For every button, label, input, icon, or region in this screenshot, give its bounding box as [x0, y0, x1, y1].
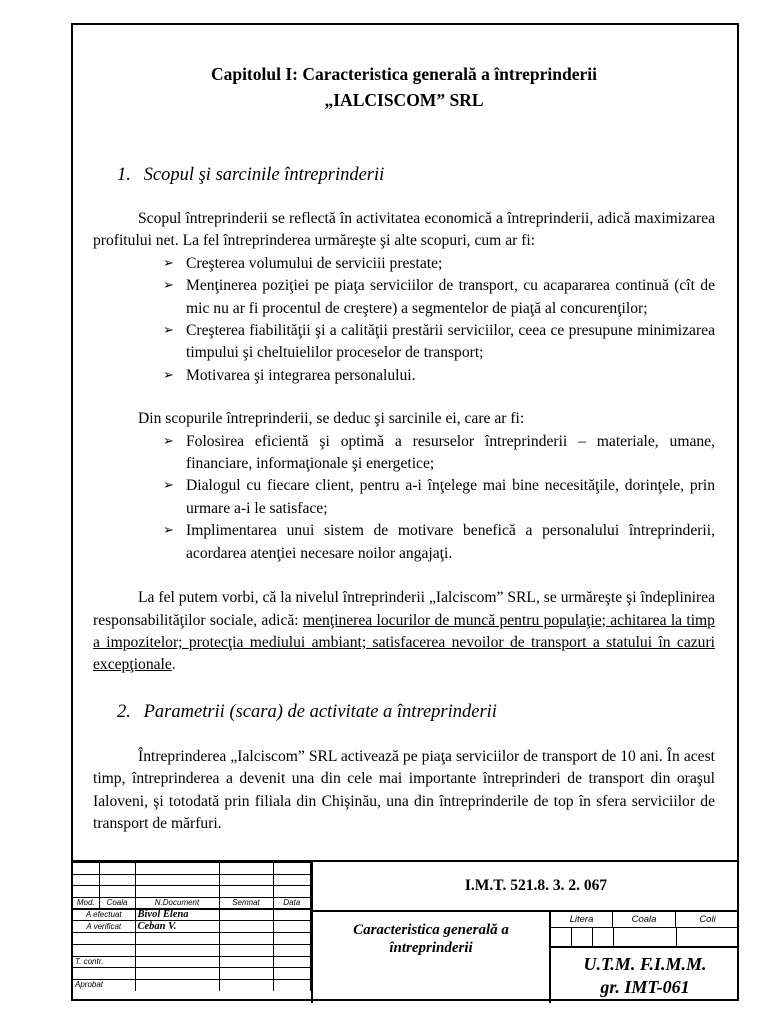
social-responsibilities-underlined: menţinerea locurilor de muncă pentru populaţie; achitarea la timp a impozitelor; protecţia mediului ambiant; satisfacerea nevoilor de transport a statului în cazuri excepţionale [93, 611, 715, 674]
arrow-bullet-icon: ➢ [163, 478, 174, 494]
organization-line1: U.T.M. F.I.M.M. [583, 954, 707, 974]
row-verificat-label: A verificat [73, 921, 135, 933]
list-item: ➢ Implimentarea unui sistem de motivare benefică a personalului întreprinderii, acordarea atenţiei necesare noilor angajaţi. [163, 522, 715, 562]
tasks-intro: Din scopurile întreprinderii, se deduc şi sarcinile ei, care ar fi: [138, 410, 525, 428]
section1-heading-text: Scopul şi sarcinile întreprinderii [143, 165, 385, 185]
section1-number: 1. [117, 165, 131, 185]
title-block [73, 860, 737, 1001]
section1-intro: Scopul întreprinderii se reflectă în activitatea economică a întreprinderii, adică maximizarea profitului net. La fel întreprinderea urmăreşte şi alte scopuri, cum ar fi: [93, 210, 715, 250]
list-item: ➢ Motivarea şi integrarea personalului. [163, 365, 715, 387]
row-efectuat-name: Bivol Elena [135, 909, 219, 921]
litera-label: Litera [551, 912, 613, 928]
list-item: ➢ Menţinerea poziţiei pe piaţa serviciilor de transport, cu acapararea continuă (cît de mic nu ar fi procentul de creştere) a segmentelor de piaţă al concurenţilor; [163, 277, 715, 317]
list-item: ➢ Creşterea volumului de serviciii prestate; [163, 253, 715, 275]
arrow-bullet-icon: ➢ [163, 255, 174, 271]
document-code: I.M.T. 521.8. 3. 2. 067 [313, 862, 739, 912]
document-title: Caracteristica generală a întreprinderii [313, 912, 551, 1003]
section2-paragraph: Întreprinderea „Ialciscom” SRL activează pe piaţa serviciilor de transport de 10 ani. În acest timp, întreprinderea a devenit una din cele mai importante întreprinderi de transport din oraşul Ialoveni, şi totodată prin filiala din Chişinău, una din întreprinderile de top în sfera serviciilor de transport de mărfuri. [93, 747, 715, 832]
section2-number: 2. [117, 701, 131, 722]
list-item: ➢ Creşterea fiabilităţii şi a calităţii prestării serviciilor, ceea ce presupune minimizarea timpului şi cheltuielilor proceselor de transport; [163, 322, 715, 362]
organization-line2: gr. IMT-061 [600, 977, 690, 997]
header-semnat: Semnat [219, 898, 273, 910]
revision-table [73, 862, 311, 1003]
litera-box [551, 912, 739, 948]
row-verificat-name: Ceban V. [135, 921, 219, 933]
arrow-bullet-icon: ➢ [163, 523, 174, 539]
row-tcontr-label: T. contr. [73, 956, 135, 968]
section2-heading [117, 700, 715, 724]
header-coala: Coala [99, 898, 135, 910]
title-block-right [311, 862, 737, 1003]
organization-block [551, 948, 739, 1003]
header-data: Data [273, 898, 311, 910]
chapter-title-line1: Capitolul I: Caracteristica generală a întreprinderii [210, 64, 598, 84]
list-item: ➢ Dialogul cu fiecare client, pentru a-i înţelege mai bine necesităţile, dorinţele, prin urmare a-i le satisface; [163, 477, 715, 517]
tasks-list [163, 431, 715, 565]
arrow-bullet-icon: ➢ [163, 367, 174, 383]
page-frame [71, 23, 739, 1001]
header-ndocument: N.Document [135, 898, 219, 910]
coala-label: Coala [613, 912, 676, 928]
row-aprobat-label: Aprobat [73, 979, 135, 991]
arrow-bullet-icon: ➢ [163, 433, 174, 449]
document-body [93, 61, 715, 835]
coli-label: Coli [676, 912, 739, 928]
row-efectuat-label: A efectuat [73, 909, 135, 921]
arrow-bullet-icon: ➢ [163, 278, 174, 294]
goals-list [163, 253, 715, 387]
header-mod: Mod. [73, 898, 99, 910]
section2-heading-text: Parametrii (scara) de activitate a întreprinderii [143, 701, 497, 722]
social-responsibilities-paragraph: La fel putem vorbi, că la nivelul întreprinderii „Ialciscom” SRL, se urmăreşte şi îndeplinirea responsabilităţilor sociale, adică: menţinerea locurilor de muncă pentru populaţie; achitarea la timp a impozitelor; protecţia mediului ambiant; satisfacerea nevoilor de transport a statului în cazuri excepţionale. [93, 589, 715, 674]
chapter-title-line2: „IALCISCOM” SRL [324, 90, 484, 110]
arrow-bullet-icon: ➢ [163, 323, 174, 339]
section1-heading [117, 163, 715, 187]
list-item: ➢ Folosirea eficientă şi optimă a resurselor întreprinderii – materiale, umane, financiare, informaţionale şi energetice; [163, 432, 715, 473]
chapter-title [93, 61, 715, 113]
